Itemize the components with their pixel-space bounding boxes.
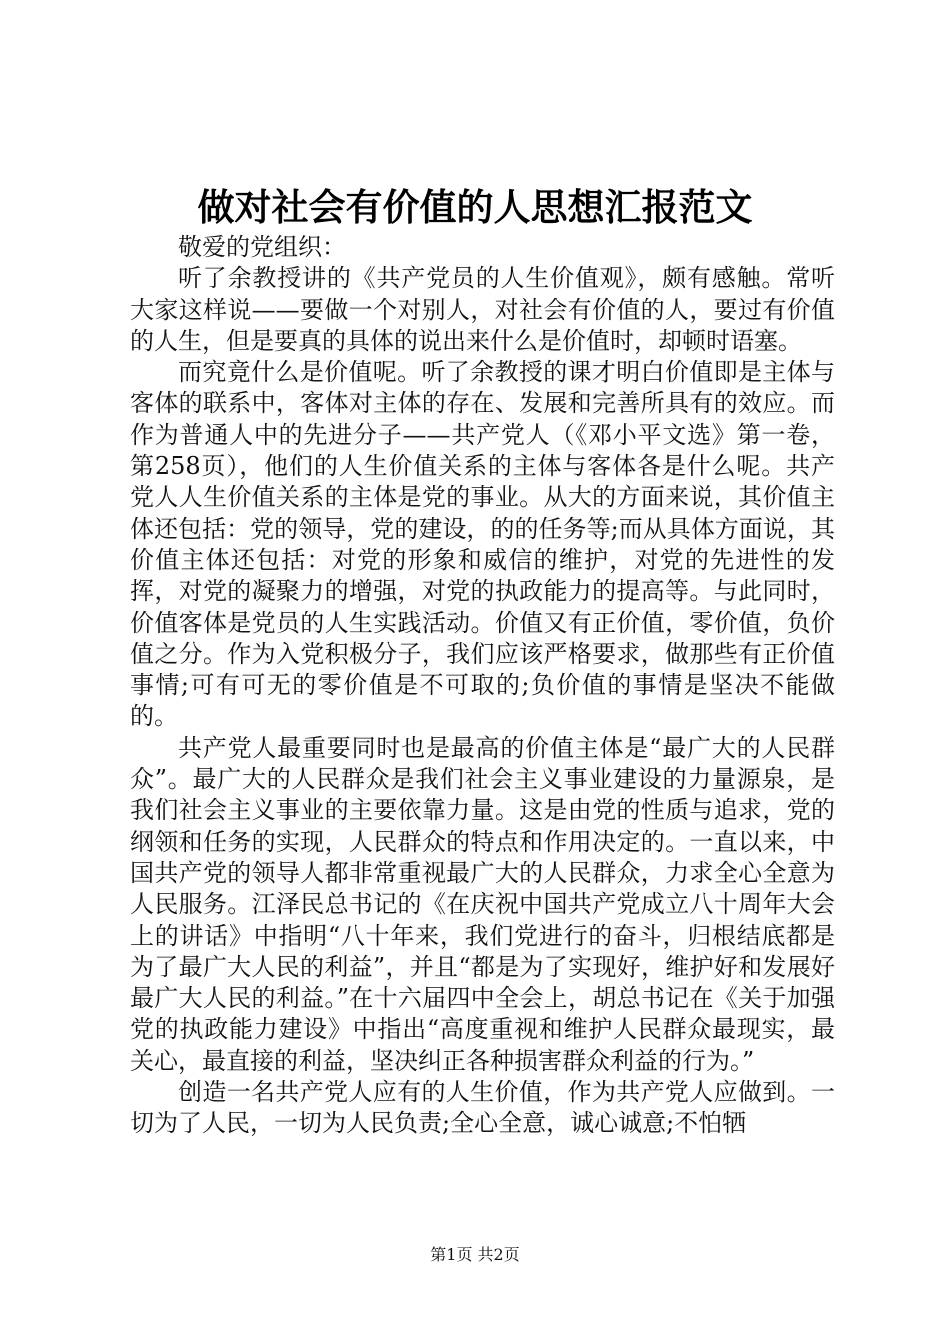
paragraph: 而究竟什么是价值呢。听了余教授的课才明白价值即是主体与客体的联系中，客体对主体的存在、发展和完善所具有的效应。而作为普通人中的先进分子——共产党人（《邓小平文选》第一卷，第258页），他们的人生价值关系的主体与客体各是什么呢。共产党人人生价值关系的主体是党的事业。从大的方面来说，其价值主体还包括：党的领导，党的建设，的的任务等;而从具体方面说，其价值主体还包括：对党的形象和威信的维护，对党的先进性的发挥，对党的凝聚力的增强，对党的执政能力的提高等。与此同时，价值客体是党员的人生实践活动。价值又有正价值，零价值，负价值之分。作为入党积极分子，我们应该严格要求，做那些有正价值事情;可有可无的零价值是不可取的;负价值的事情是坚决不能做的。	[130, 358, 835, 731]
paragraph: 共产党人最重要同时也是最高的价值主体是“最广大的人民群众”。最广大的人民群众是我们社会主义事业建设的力量源泉，是我们社会主义事业的主要依靠力量。这是由党的性质与追求，党的纲领和任务的实现，人民群众的特点和作用决定的。一直以来，中国共产党的领导人都非常重视最广大的人民群众，力求全心全意为人民服务。江泽民总书记的《在庆祝中国共产党成立八十周年大会上的讲话》中指明“八十年来，我们党进行的奋斗，归根结底都是为了最广大人民的利益”，并且“都是为了实现好，维护好和发展好最广大人民的利益。”在十六届四中全会上，胡总书记在《关于加强党的执政能力建设》中指出“高度重视和维护人民群众最现实，最关心，最直接的利益，坚决纠正各种损害群众利益的行为。”	[130, 733, 835, 1075]
salutation: 敬爱的党组织：	[178, 233, 346, 261]
page-footer: 第1页 共2页	[430, 1245, 520, 1264]
document-body	[130, 232, 835, 1140]
paragraph: 创造一名共产党人应有的人生价值，作为共产党人应做到。一切为了人民，一切为人民负责;全心全意，诚心诚意;不怕牺	[130, 1078, 835, 1138]
paragraph: 听了余教授讲的《共产党员的人生价值观》，颇有感触。常听大家这样说——要做一个对别人，对社会有价值的人，要过有价值的人生，但是要真的具体的说出来什么是价值时，却顿时语塞。	[130, 264, 835, 355]
document-title: 做对社会有价值的人思想汇报范文	[197, 185, 753, 229]
